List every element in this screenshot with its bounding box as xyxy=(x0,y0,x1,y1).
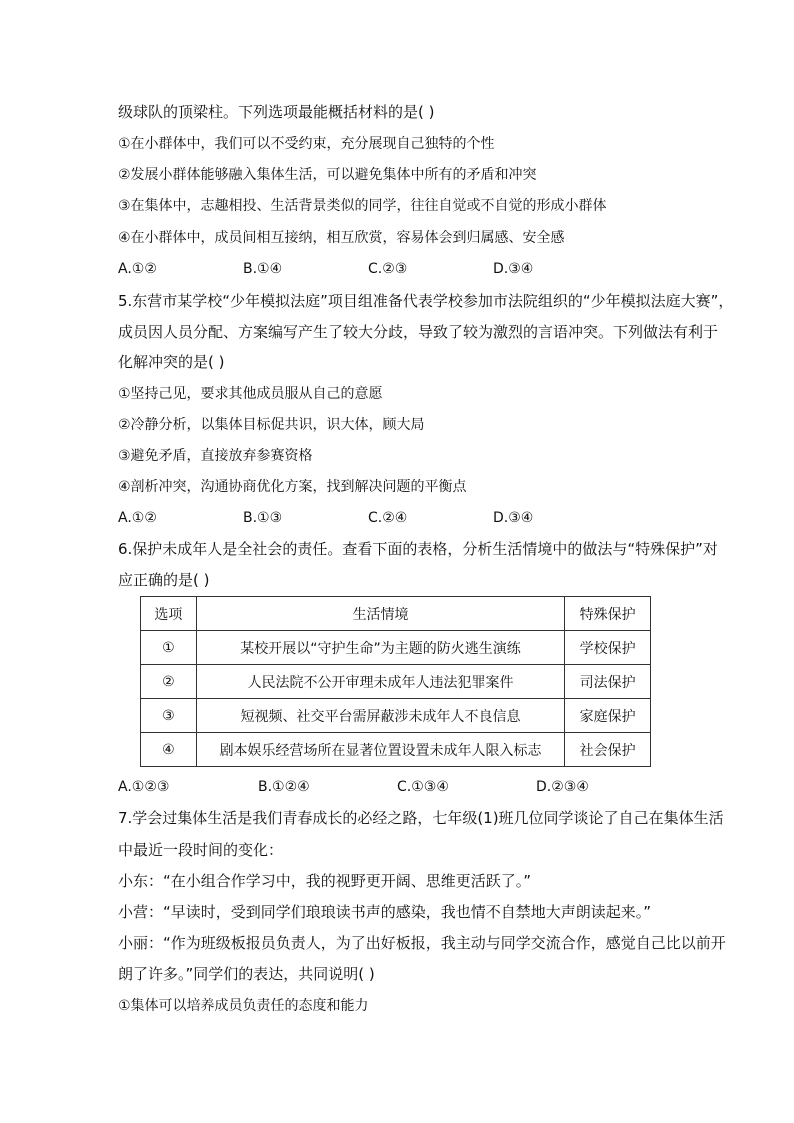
q7-stem-line-2: 中最近一段时间的变化： xyxy=(118,841,284,859)
q7-stem-line-1: 7.学会过集体生活是我们青春成长的必经之路，七年级(1)班几位同学谈论了自己在集体生活 xyxy=(118,809,724,827)
q7-quote-xiaoli-line-2: 朗了许多。”同学们的表达，共同说明( ) xyxy=(118,965,375,983)
q6-stem-line-1: 6.保护未成年人是全社会的责任。查看下面的表格，分析生活情境中的做法与“特殊保护”对 xyxy=(118,540,718,558)
q6-choice-d: D.②③④ xyxy=(536,779,589,795)
q4-choice-c: C.②③ xyxy=(368,261,408,277)
table-cell-option: ④ xyxy=(141,733,197,767)
q5-stem-line-3: 化解冲突的是( ) xyxy=(118,353,225,371)
table-row xyxy=(141,699,651,733)
q4-item-2: ②发展小群体能够融入集体生活，可以避免集体中所有的矛盾和冲突 xyxy=(118,167,537,183)
table-header-scenario: 生活情境 xyxy=(196,597,565,631)
table-header-option: 选项 xyxy=(141,597,197,631)
table-cell-protection: 司法保护 xyxy=(565,665,651,699)
q4-item-3: ③在集体中，志趣相投、生活背景类似的同学，往往自觉或不自觉的形成小群体 xyxy=(118,198,607,214)
q6-choice-b: B.①②④ xyxy=(258,779,310,795)
q6-choice-a: A.①②③ xyxy=(118,779,170,795)
q4-choice-d: D.③④ xyxy=(493,261,534,277)
table-row xyxy=(141,631,651,665)
q7-quote-xiaoli-line-1: 小丽：“作为班级板报员负责人，为了出好板报，我主动与同学交流合作，感觉自己比以前开 xyxy=(118,934,726,952)
q5-stem-line-1: 5.东营市某学校“少年模拟法庭”项目组准备代表学校参加市法院组织的“少年模拟法庭大赛”， xyxy=(118,292,734,310)
table-cell-scenario: 剧本娱乐经营场所在显著位置设置未成年人限入标志 xyxy=(196,733,565,767)
table-row xyxy=(141,733,651,767)
table-cell-protection: 社会保护 xyxy=(565,733,651,767)
q5-choice-a: A.①② xyxy=(118,510,157,526)
table-header-row xyxy=(141,597,651,631)
q5-item-4: ④剖析冲突，沟通协商优化方案，找到解决问题的平衡点 xyxy=(118,479,467,495)
q4-choice-b: B.①④ xyxy=(243,261,283,277)
q4-item-1: ①在小群体中，我们可以不受约束，充分展现自己独特的个性 xyxy=(118,136,495,152)
table-cell-protection: 学校保护 xyxy=(565,631,651,665)
q4-item-4: ④在小群体中，成员间相互接纳，相互欣赏，容易体会到归属感、安全感 xyxy=(118,230,565,246)
table-cell-option: ① xyxy=(141,631,197,665)
table-row xyxy=(141,665,651,699)
q5-choice-b: B.①③ xyxy=(243,510,283,526)
q7-quote-xiaodong: 小东：“在小组合作学习中，我的视野更开阔、思维更活跃了。” xyxy=(118,872,532,890)
q6-table xyxy=(140,596,651,767)
table-cell-option: ② xyxy=(141,665,197,699)
table-cell-scenario: 短视频、社交平台需屏蔽涉未成年人不良信息 xyxy=(196,699,565,733)
q5-choice-d: D.③④ xyxy=(493,510,534,526)
q5-stem-line-2: 成员因人员分配、方案编写产生了较大分歧，导致了较为激烈的言语冲突。下列做法有利于 xyxy=(118,323,719,341)
q7-quote-xiaoying: 小营：“早读时，受到同学们琅琅读书声的感染，我也情不自禁地大声朗读起来。” xyxy=(118,903,652,921)
q6-stem-line-2: 应正确的是( ) xyxy=(118,571,210,589)
table-header-protection: 特殊保护 xyxy=(565,597,651,631)
table-cell-scenario: 人民法院不公开审理未成年人违法犯罪案件 xyxy=(196,665,565,699)
table-cell-scenario: 某校开展以“守护生命”为主题的防火逃生演练 xyxy=(196,631,565,665)
table-cell-option: ③ xyxy=(141,699,197,733)
table-cell-protection: 家庭保护 xyxy=(565,699,651,733)
q7-item-1: ①集体可以培养成员负责任的态度和能力 xyxy=(118,998,369,1014)
q4-stem-tail: 级球队的顶梁柱。下列选项最能概括材料的是( ) xyxy=(118,103,435,121)
q5-item-2: ②冷静分析，以集体目标促共识，识大体，顾大局 xyxy=(118,417,425,433)
q5-item-3: ③避免矛盾，直接放弃参赛资格 xyxy=(118,448,313,464)
q6-choice-c: C.①③④ xyxy=(397,779,449,795)
q5-item-1: ①坚持己见，要求其他成员服从自己的意愿 xyxy=(118,386,383,402)
q4-choice-a: A.①② xyxy=(118,261,157,277)
q5-choice-c: C.②④ xyxy=(368,510,408,526)
